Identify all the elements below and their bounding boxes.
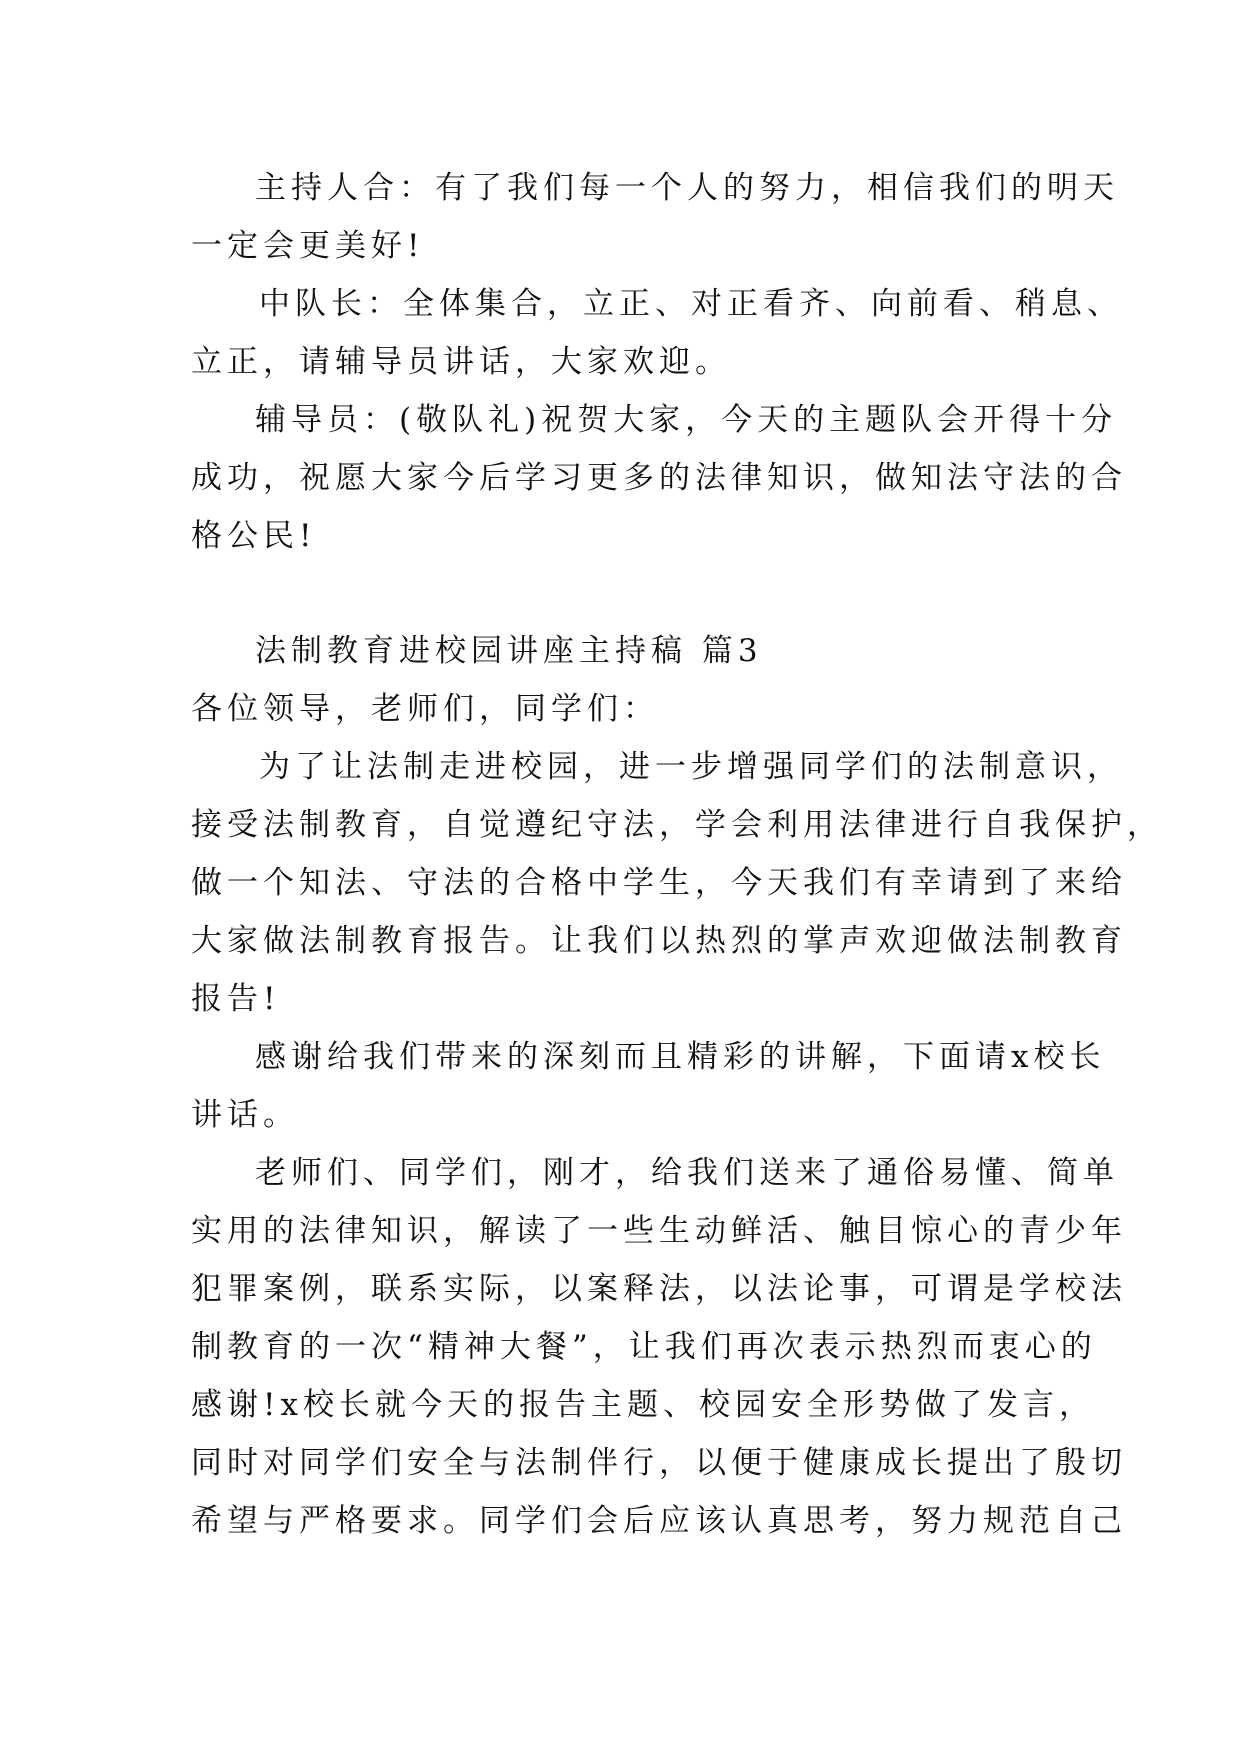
text-line: 辅导员：(敬队礼)祝贺大家，今天的主题队会开得十分: [255, 402, 1118, 438]
text-line: 感谢给我们带来的深刻而且精彩的讲解，下面请x校长: [255, 1039, 1106, 1075]
text-line: 立正，请辅导员讲话，大家欢迎。: [191, 344, 731, 380]
text-line: 报告!: [191, 981, 281, 1017]
text-line: 格公民!: [191, 518, 317, 554]
text-line: 主持人合：有了我们每一个人的努力，相信我们的明天: [255, 170, 1119, 206]
text-line: 老师们、同学们，刚才，给我们送来了通俗易懂、简单: [255, 1155, 1119, 1191]
text-line: 接受法制教育，自觉遵纪守法，学会利用法律进行自我保护，: [191, 807, 1163, 843]
text-line: 一定会更美好!: [191, 228, 425, 264]
text-line: 为了让法制走进校园，进一步增强同学们的法制意识，: [259, 749, 1123, 785]
text-line: 讲话。: [191, 1097, 299, 1133]
text-line: 实用的法律知识，解读了一些生动鲜活、触目惊心的青少年: [191, 1213, 1127, 1249]
text-line: 中队长：全体集合，立正、对正看齐、向前看、稍息、: [259, 286, 1123, 322]
text-line: 做一个知法、守法的合格中学生，今天我们有幸请到了来给: [191, 865, 1127, 901]
text-line: 大家做法制教育报告。让我们以热烈的掌声欢迎做法制教育: [191, 923, 1127, 959]
text-line: 犯罪案例，联系实际，以案释法，以法论事，可谓是学校法: [191, 1271, 1127, 1307]
text-line: 同时对同学们安全与法制伴行，以便于健康成长提出了殷切: [191, 1445, 1127, 1481]
text-line: 制教育的一次“精神大餐”，让我们再次表示热烈而衷心的: [191, 1329, 1097, 1365]
text-line: 希望与严格要求。同学们会后应该认真思考，努力规范自己: [191, 1503, 1127, 1539]
text-line: 感谢!x校长就今天的报告主题、校园安全形势做了发言，: [191, 1387, 1095, 1423]
section-heading: 法制教育进校园讲座主持稿 篇3: [255, 633, 763, 669]
text-line: 成功，祝愿大家今后学习更多的法律知识，做知法守法的合: [191, 460, 1127, 496]
salutation: 各位领导，老师们，同学们：: [191, 691, 659, 727]
